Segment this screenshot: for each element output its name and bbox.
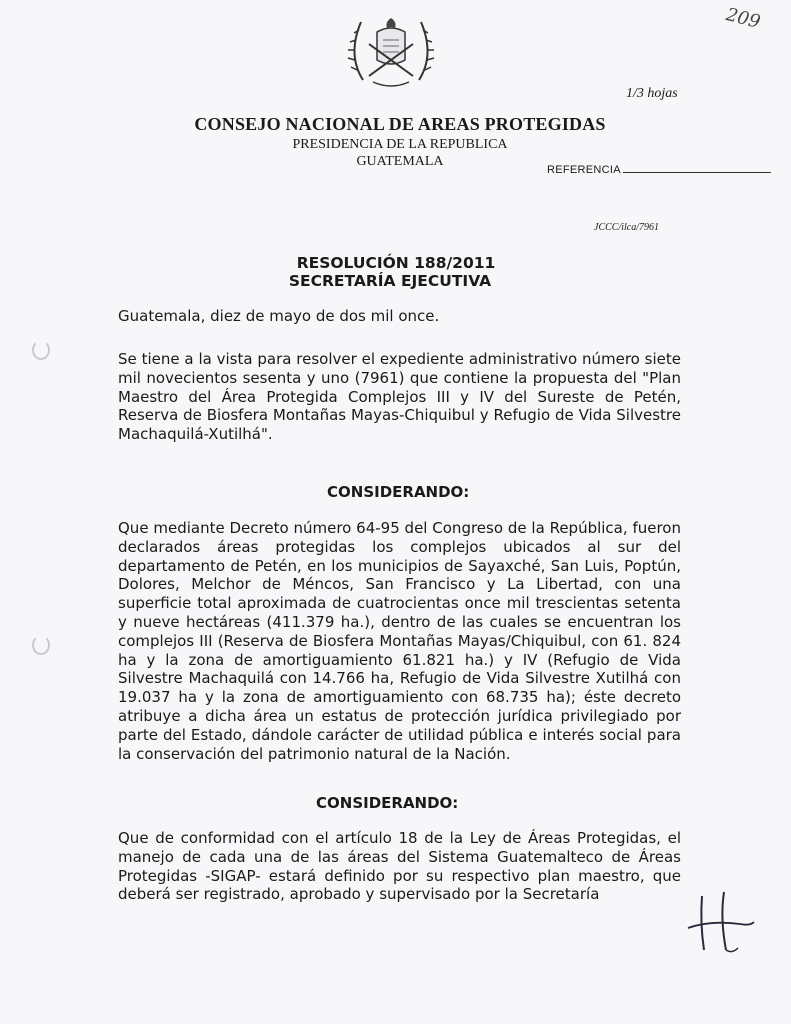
punch-hole-mark <box>32 340 50 360</box>
paragraph-considerando-1: Que mediante Decreto número 64-95 del Congreso de la República, fueron declarados áreas protegidas los complejos ubicados al sur del departamento de Petén, en los municipios de Sayaxché, San Luis, Poptún, Dolores, Melchor de Méncos, San Francisco y La Libertad, con una superficie total aproximada de cuatrocientas once mil trescientas setenta y nueve hectáreas (411.379 ha.), dentro de las cuales se encuentran los complejos III (Reserva de Biosfera Montañas Mayas/Chiquibul, con 61. 824 ha y la zona de amortiguamiento 61.821 ha.) y IV (Refugio de Vida Silvestre Machaquilá con 14.766 ha, Refugio de Vida Silvestre Xutilhá con 19.037 ha y la zona de amortiguamiento con 68.735 ha); éste decreto atribuye a dicha área un estatus de protección jurídica privilegiado por parte del Estado, dándole carácter de utilidad pública e interés social para la conservación del patrimonio natural de la Nación. <box>118 519 681 763</box>
considerando-heading-2: CONSIDERANDO: <box>316 794 459 812</box>
letterhead <box>190 114 610 169</box>
organization-name: CONSEJO NACIONAL DE AREAS PROTEGIDAS <box>194 114 606 134</box>
considerando-heading-1: CONSIDERANDO: <box>327 483 470 501</box>
date-line: Guatemala, diez de mayo de dos mil once. <box>118 307 440 325</box>
file-code: JCCC/ilca/7961 <box>594 222 659 233</box>
reference-label: REFERENCIA <box>547 164 621 176</box>
handwritten-page-number: 209 <box>723 4 763 33</box>
reference-field <box>547 164 771 176</box>
paragraph-intro: Se tiene a la vista para resolver el expediente administrativo número siete mil novecientos sesenta y uno (7961) que contiene la propuesta del "Plan Maestro del Área Protegida Complejos III y IV del Sureste de Petén, Reserva de Biosfera Montañas Mayas-Chiquibul y Refugio de Vida Silvestre Machaquilá-Xutilhá". <box>118 350 681 444</box>
paragraph-considerando-2: Que de conformidad con el artículo 18 de la Ley de Áreas Protegidas, el manejo de cada una de las áreas del Sistema Guatemalteco de Áreas Protegidas -SIGAP- estará definido por su respectivo plan maestro, que deberá ser registrado, aprobado y supervisado por la Secretaría <box>118 829 681 904</box>
organization-line2: PRESIDENCIA DE LA REPUBLICA <box>292 137 508 152</box>
reference-blank-line <box>623 172 771 173</box>
punch-hole-mark <box>32 635 50 655</box>
handwritten-initials-signature <box>680 888 760 958</box>
sheet-count: 1/3 hojas <box>626 86 678 101</box>
issuing-office: SECRETARÍA EJECUTIVA <box>288 272 492 290</box>
resolution-number: RESOLUCIÓN 188/2011 <box>296 254 496 272</box>
organization-line3: GUATEMALA <box>356 154 444 169</box>
guatemala-coat-of-arms-seal <box>343 10 439 90</box>
resolution-title <box>240 254 540 290</box>
